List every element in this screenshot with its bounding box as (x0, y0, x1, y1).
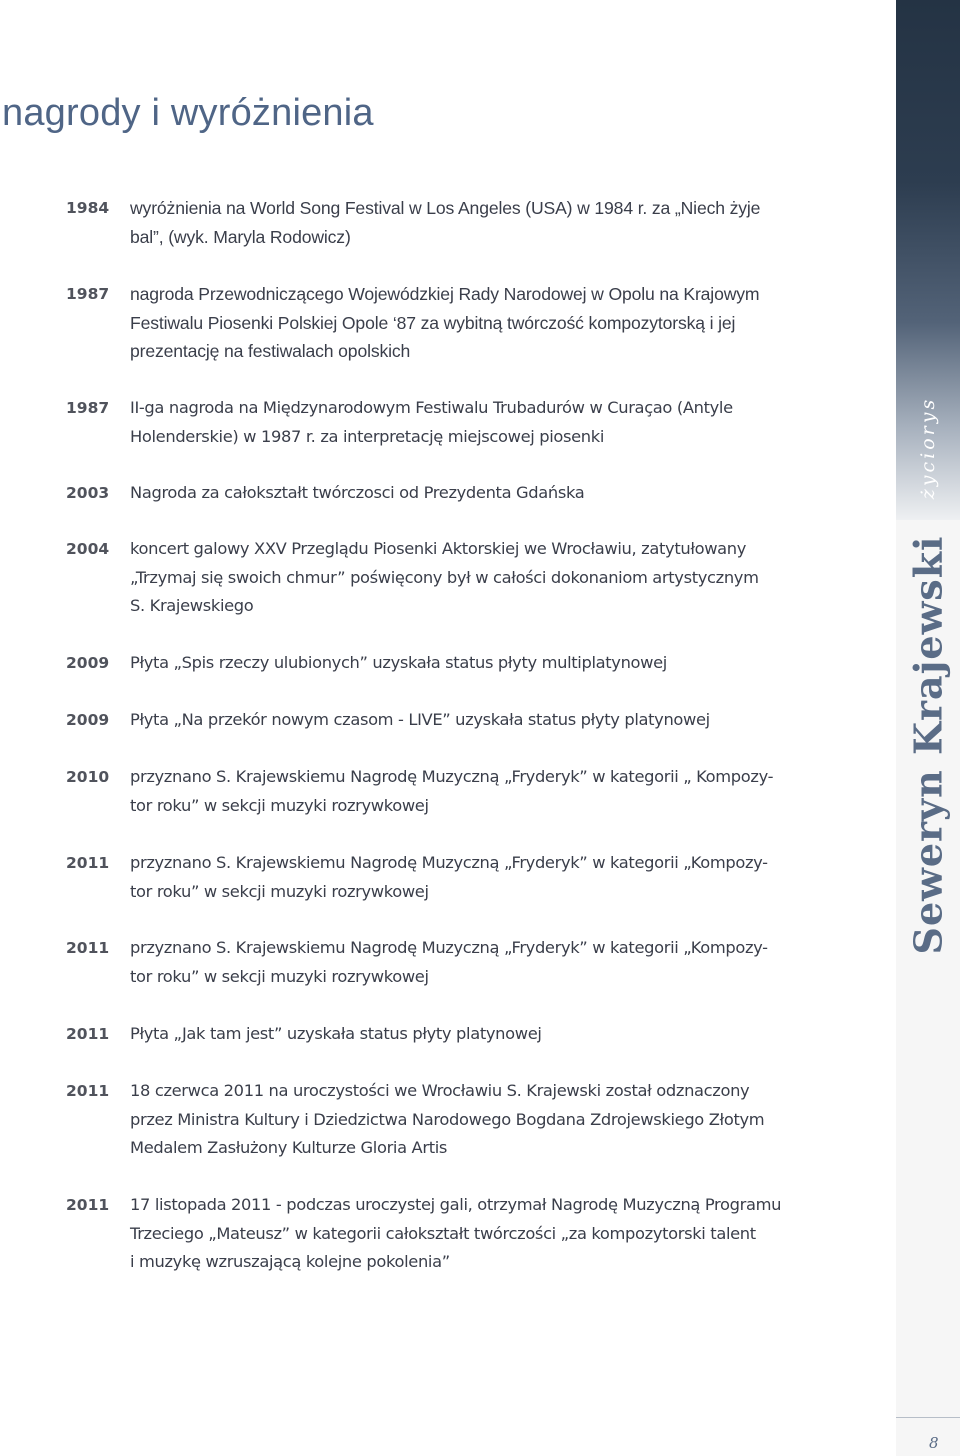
award-year: 2009 (66, 654, 110, 672)
award-description (130, 394, 846, 451)
award-line: Holenderskie) w 1987 r. za interpretację miejscowej piosenki (130, 426, 605, 446)
award-line: Płyta „Spis rzeczy ulubionych” uzyskała status płyty multiplatynowej (130, 653, 667, 672)
award-description (130, 535, 846, 621)
award-year: 2009 (66, 711, 110, 729)
award-line: tor roku” w sekcji muzyki rozrywkowej (130, 881, 429, 901)
award-year: 1984 (66, 199, 110, 217)
award-year: 2011 (66, 1025, 110, 1043)
award-year: 2011 (66, 1082, 110, 1100)
award-year: 2011 (66, 1196, 110, 1214)
award-line: tor roku” w sekcji muzyki rozrywkowej (130, 795, 429, 815)
award-year: 1987 (66, 285, 110, 303)
award-line: przyznano S. Krajewskiemu Nagrodę Muzyczną „Fryderyk” w kategorii „Kompozy- (130, 938, 768, 957)
award-line: II-ga nagroda na Międzynarodowym Festiwalu Trubadurów w Curaçao (Antyle (130, 398, 733, 417)
award-line: przez Ministra Kultury i Dziedzictwa Narodowego Bogdana Zdrojewskiego Złotym (130, 1109, 765, 1129)
award-line: bal”, (wyk. Maryla Rodowicz) (130, 226, 351, 247)
award-line: Trzeciego „Mateusz” w kategorii całokształt twórczości „za kompozytorski talent (130, 1223, 756, 1243)
award-line: prezentację na festiwalach opolskich (130, 341, 411, 361)
award-line: S. Krajewskiego (130, 596, 254, 615)
award-description (130, 1077, 846, 1163)
award-description (130, 849, 846, 906)
sidebar (896, 0, 960, 1456)
award-line: 18 czerwca 2011 na uroczystości we Wrocławiu S. Krajewski został odznaczony (130, 1081, 750, 1100)
award-line: „Trzymaj się swoich chmur” poświęcony był w całości dokonaniom artystycznym (130, 567, 759, 587)
award-line: Medalem Zasłużony Kulturze Gloria Artis (130, 1138, 448, 1157)
award-line: tor roku” w sekcji muzyki rozrywkowej (130, 966, 429, 986)
page-title: nagrody i wyróżnienia (2, 92, 374, 134)
author-name: Seweryn Krajewski (905, 535, 951, 955)
award-line: wyróżnienia na World Song Festival w Los Angeles (USA) w 1984 r. za „Niech żyje (130, 198, 761, 218)
award-line: przyznano S. Krajewskiemu Nagrodę Muzyczną „Fryderyk” w kategorii „Kompozy- (130, 853, 768, 872)
award-line: i muzykę wzruszającą kolejne pokolenia” (130, 1252, 450, 1271)
award-description (130, 479, 846, 508)
page-number: 8 (929, 1434, 939, 1452)
award-year: 2011 (66, 854, 110, 872)
award-year: 1987 (66, 399, 110, 417)
award-description (130, 934, 846, 991)
award-line: Festiwalu Piosenki Polskiej Opole ‘87 za wybitną twórczość kompozytorską i jej (130, 312, 736, 333)
award-year: 2010 (66, 768, 110, 786)
award-description (130, 649, 846, 678)
award-line: przyznano S. Krajewskiemu Nagrodę Muzyczną „Fryderyk” w kategorii „ Kompozy- (130, 767, 774, 786)
award-description (130, 706, 846, 735)
award-line: Nagroda za całokształt twórczosci od Prezydenta Gdańska (130, 483, 585, 502)
section-label: życiorys (917, 396, 939, 500)
award-description (130, 280, 846, 366)
award-line: nagroda Przewodniczącego Wojewódzkiej Rady Narodowej w Opolu na Krajowym (130, 284, 760, 304)
award-description (130, 194, 846, 251)
award-description (130, 763, 846, 820)
award-line: 17 listopada 2011 - podczas uroczystej gali, otrzymał Nagrodę Muzyczną Programu (130, 1195, 782, 1214)
award-year: 2004 (66, 540, 110, 558)
award-description (130, 1020, 846, 1049)
award-year: 2003 (66, 484, 110, 502)
page-number-divider (896, 1417, 960, 1418)
award-line: koncert galowy XXV Przeglądu Piosenki Aktorskiej we Wrocławiu, zatytułowany (130, 539, 747, 558)
award-description (130, 1191, 846, 1277)
award-year: 2011 (66, 939, 110, 957)
award-line: Płyta „Na przekór nowym czasom - LIVE” uzyskała status płyty platynowej (130, 710, 710, 729)
award-line: Płyta „Jak tam jest” uzyskała status płyty platynowej (130, 1024, 542, 1043)
